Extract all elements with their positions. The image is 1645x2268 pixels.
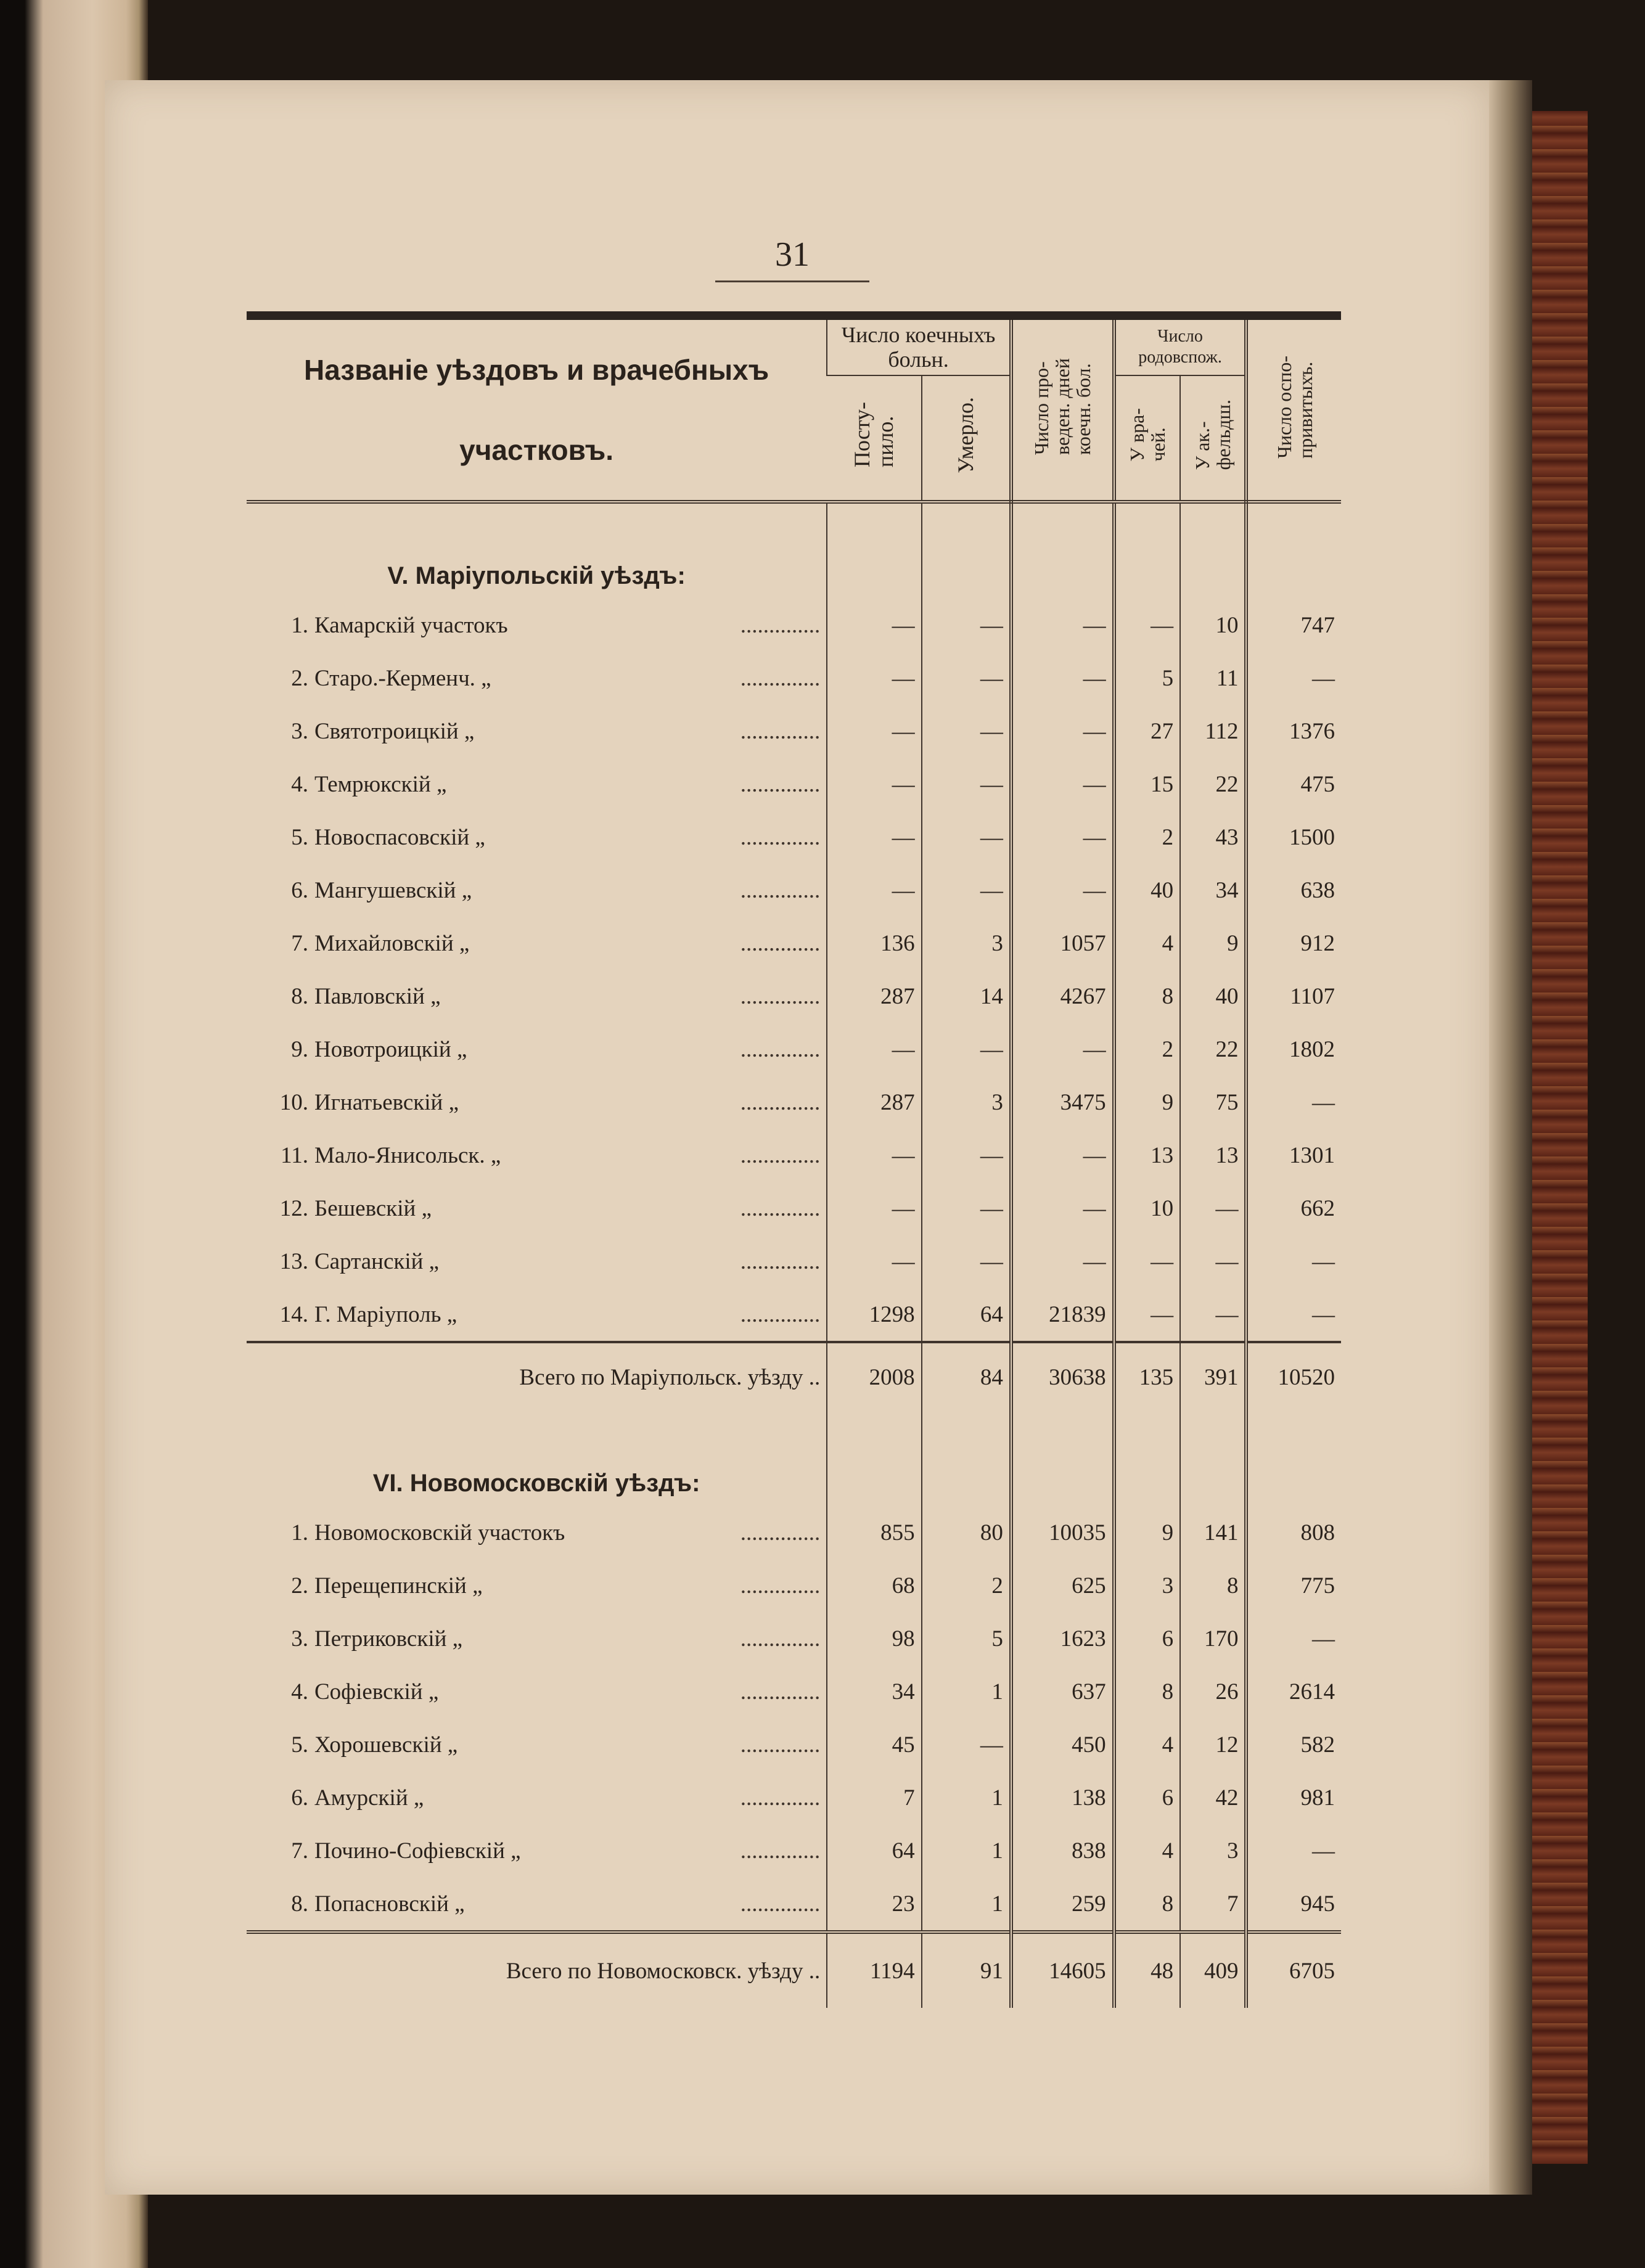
cell-dney: 625 — [1011, 1559, 1114, 1612]
row-number: 12. — [279, 1195, 308, 1221]
cell-umerlo: 1 — [922, 1771, 1011, 1824]
cell-dney: 4267 — [1011, 970, 1114, 1023]
cell-feld: 13 — [1180, 1129, 1246, 1182]
cell-umerlo: — — [922, 1718, 1011, 1771]
cell-postupilo: — — [827, 652, 921, 705]
total-row — [247, 1932, 1341, 2008]
cell-feld: 391 — [1180, 1342, 1246, 1411]
leader-dots: .............. — [740, 1301, 821, 1327]
total-row — [247, 1342, 1341, 1411]
cell-ospa: 475 — [1246, 758, 1341, 811]
cell-umerlo: — — [922, 652, 1011, 705]
district-name: Амурскій „ — [314, 1785, 424, 1811]
statistics-table — [247, 311, 1341, 2008]
cell-dney: 21839 — [1011, 1288, 1114, 1342]
cell-feld: 8 — [1180, 1559, 1246, 1612]
cell-postupilo: 34 — [827, 1665, 921, 1718]
cell-feld: 26 — [1180, 1665, 1246, 1718]
district-name: Мало-Янисольск. „ — [314, 1142, 501, 1168]
table-row — [247, 758, 1341, 811]
cell-postupilo: 45 — [827, 1718, 921, 1771]
district-name: Бешевскій „ — [314, 1195, 432, 1221]
cell-postupilo: 287 — [827, 1076, 921, 1129]
cell-umerlo: — — [922, 705, 1011, 758]
cell-umerlo: — — [922, 758, 1011, 811]
district-name: Новотроицкій „ — [314, 1036, 467, 1062]
row-number: 1. — [291, 1520, 308, 1545]
district-name: Темрюкскій „ — [314, 771, 447, 797]
table-row — [247, 1771, 1341, 1824]
district-name-cell — [247, 864, 827, 917]
district-name-cell — [247, 705, 827, 758]
leader-dots: .............. — [740, 1089, 821, 1115]
cell-vrach: 2 — [1114, 1023, 1180, 1076]
cell-dney: 637 — [1011, 1665, 1114, 1718]
cell-postupilo: — — [827, 599, 921, 652]
leader-dots: .............. — [740, 665, 821, 691]
leader-dots: .............. — [740, 771, 821, 797]
table-row — [247, 1877, 1341, 1932]
cell-dney: 838 — [1011, 1824, 1114, 1877]
total-label: Всего по Новомосковск. уѣзду .. — [247, 1932, 827, 2008]
cell-feld: 3 — [1180, 1824, 1246, 1877]
leader-dots: .............. — [740, 877, 821, 903]
book-spine — [1532, 111, 1588, 2164]
district-name-cell — [247, 1129, 827, 1182]
header-group-births: Число родовспож. — [1114, 320, 1247, 375]
cell-umerlo: 64 — [922, 1288, 1011, 1342]
cell-feld: 112 — [1180, 705, 1246, 758]
section-header-row — [247, 1411, 1341, 1506]
cell-postupilo: — — [827, 1023, 921, 1076]
row-number: 6. — [291, 877, 308, 903]
cell-ospa: 747 — [1246, 599, 1341, 652]
table-row — [247, 1129, 1341, 1182]
district-name: Святотроицкій „ — [314, 718, 475, 744]
page-number-rule — [715, 280, 869, 282]
district-name: Михайловскій „ — [314, 930, 470, 956]
cell-ospa: 1802 — [1246, 1023, 1341, 1076]
district-name: Петриковскій „ — [314, 1626, 463, 1652]
leader-dots: .............. — [740, 983, 821, 1009]
cell-ospa: 10520 — [1246, 1342, 1341, 1411]
cell-umerlo: — — [922, 599, 1011, 652]
row-number: 2. — [291, 1573, 308, 1599]
cell-ospa: 1107 — [1246, 970, 1341, 1023]
row-number: 4. — [291, 1679, 308, 1705]
cell-vrach: 8 — [1114, 1665, 1180, 1718]
district-name: Павловскій „ — [314, 983, 441, 1009]
row-number: 5. — [291, 824, 308, 850]
table-body — [247, 502, 1341, 2008]
table-row — [247, 1182, 1341, 1235]
cell-ospa: 981 — [1246, 1771, 1341, 1824]
cell-dney: — — [1011, 599, 1114, 652]
cell-umerlo: — — [922, 811, 1011, 864]
district-name-cell — [247, 1665, 827, 1718]
table-row — [247, 1559, 1341, 1612]
cell-feld: — — [1180, 1235, 1246, 1288]
cell-vrach: 135 — [1114, 1342, 1180, 1411]
cell-umerlo: 91 — [922, 1932, 1011, 2008]
row-number: 7. — [291, 1838, 308, 1864]
district-name-cell — [247, 599, 827, 652]
cell-vrach: 4 — [1114, 917, 1180, 970]
row-number: 11. — [281, 1142, 308, 1168]
cell-umerlo: 1 — [922, 1824, 1011, 1877]
cell-postupilo: 68 — [827, 1559, 921, 1612]
header-name-column: Названіе уѣздовъ и врачебныхъ участковъ. — [247, 320, 827, 502]
table-row — [247, 1612, 1341, 1665]
cell-dney: 1623 — [1011, 1612, 1114, 1665]
district-name: Камарскій участокъ — [314, 612, 508, 638]
cell-ospa: 1500 — [1246, 811, 1341, 864]
cell-dney: 259 — [1011, 1877, 1114, 1932]
cell-umerlo: — — [922, 864, 1011, 917]
cell-vrach: 9 — [1114, 1076, 1180, 1129]
cell-postupilo: 7 — [827, 1771, 921, 1824]
cell-vrach: 2 — [1114, 811, 1180, 864]
district-name: Мангушевскій „ — [314, 877, 472, 903]
row-number: 9. — [291, 1036, 308, 1062]
leader-dots: .............. — [740, 1573, 821, 1599]
row-number: 8. — [291, 1891, 308, 1917]
table-row — [247, 864, 1341, 917]
district-name-cell — [247, 652, 827, 705]
leader-dots: .............. — [740, 1679, 821, 1705]
cell-dney: — — [1011, 811, 1114, 864]
cell-umerlo: — — [922, 1235, 1011, 1288]
cell-ospa: — — [1246, 1612, 1341, 1665]
district-name: Сартанскій „ — [314, 1248, 440, 1274]
cell-vrach: 6 — [1114, 1612, 1180, 1665]
cell-vrach: 4 — [1114, 1718, 1180, 1771]
cell-postupilo: — — [827, 864, 921, 917]
district-name: Почино-Софіевскій „ — [314, 1838, 521, 1864]
leader-dots: .............. — [740, 930, 821, 956]
cell-feld: 9 — [1180, 917, 1246, 970]
district-name-cell — [247, 758, 827, 811]
district-name: Г. Маріуполь „ — [314, 1301, 457, 1327]
cell-umerlo: 80 — [922, 1506, 1011, 1559]
cell-vrach: 4 — [1114, 1824, 1180, 1877]
header-died: Умерло. — [922, 375, 1011, 502]
cell-vrach: 48 — [1114, 1932, 1180, 2008]
cell-umerlo: 14 — [922, 970, 1011, 1023]
cell-postupilo: — — [827, 705, 921, 758]
district-name-cell — [247, 1288, 827, 1342]
section-title: V. Маріупольскій уѣздъ: — [387, 562, 686, 589]
header-days: Число про- веден. дней коечн. бол. — [1011, 320, 1114, 502]
leader-dots: .............. — [740, 1195, 821, 1221]
district-name: Игнатьевскій „ — [314, 1089, 459, 1115]
cell-feld: 141 — [1180, 1506, 1246, 1559]
cell-feld: 40 — [1180, 970, 1246, 1023]
cell-umerlo: — — [922, 1129, 1011, 1182]
row-number: 13. — [279, 1248, 308, 1274]
cell-umerlo: 2 — [922, 1559, 1011, 1612]
cell-vrach: 40 — [1114, 864, 1180, 917]
district-name-cell — [247, 1506, 827, 1559]
table-row — [247, 1718, 1341, 1771]
cell-dney: — — [1011, 1235, 1114, 1288]
cell-dney: — — [1011, 705, 1114, 758]
leader-dots: .............. — [740, 1520, 821, 1545]
cell-ospa: 582 — [1246, 1718, 1341, 1771]
table-row — [247, 1665, 1341, 1718]
cell-dney: — — [1011, 1182, 1114, 1235]
cell-dney: — — [1011, 1023, 1114, 1076]
row-number: 5. — [291, 1732, 308, 1758]
table-row — [247, 1023, 1341, 1076]
district-name-cell — [247, 1182, 827, 1235]
row-number: 7. — [291, 930, 308, 956]
cell-dney: — — [1011, 1129, 1114, 1182]
cell-ospa: 808 — [1246, 1506, 1341, 1559]
table-header — [247, 316, 1341, 502]
table-row — [247, 811, 1341, 864]
cell-vrach: 27 — [1114, 705, 1180, 758]
cell-postupilo: — — [827, 811, 921, 864]
table-row — [247, 1235, 1341, 1288]
cell-feld: 409 — [1180, 1932, 1246, 2008]
header-admitted: Посту- пило. — [827, 375, 921, 502]
district-name-cell — [247, 917, 827, 970]
cell-postupilo: — — [827, 1182, 921, 1235]
district-name-cell — [247, 1076, 827, 1129]
district-name: Хорошевскій „ — [314, 1732, 458, 1758]
cell-umerlo: 3 — [922, 917, 1011, 970]
district-name: Софіевскій „ — [314, 1679, 439, 1705]
cell-feld: 11 — [1180, 652, 1246, 705]
cell-dney: — — [1011, 758, 1114, 811]
row-number: 8. — [291, 983, 308, 1009]
section-header-row — [247, 502, 1341, 599]
cell-vrach: 3 — [1114, 1559, 1180, 1612]
row-number: 2. — [291, 665, 308, 691]
leader-dots: .............. — [740, 1626, 821, 1652]
leader-dots: .............. — [740, 1838, 821, 1864]
district-name-cell — [247, 1771, 827, 1824]
district-name-cell — [247, 1877, 827, 1932]
cell-postupilo: 855 — [827, 1506, 921, 1559]
district-name-cell — [247, 1824, 827, 1877]
page-number: 31 — [775, 235, 810, 274]
cell-vrach: 8 — [1114, 970, 1180, 1023]
cell-umerlo: 84 — [922, 1342, 1011, 1411]
cell-dney: 10035 — [1011, 1506, 1114, 1559]
leader-dots: .............. — [740, 718, 821, 744]
cell-vrach: 5 — [1114, 652, 1180, 705]
cell-ospa: — — [1246, 1235, 1341, 1288]
row-number: 14. — [279, 1301, 308, 1327]
row-number: 1. — [291, 612, 308, 638]
district-name: Старо.-Керменч. „ — [314, 665, 491, 691]
leader-dots: .............. — [740, 1036, 821, 1062]
cell-feld: 12 — [1180, 1718, 1246, 1771]
cell-feld: 43 — [1180, 811, 1246, 864]
cell-feld: 22 — [1180, 1023, 1246, 1076]
cell-feld: — — [1180, 1288, 1246, 1342]
cell-postupilo: 64 — [827, 1824, 921, 1877]
district-name-cell — [247, 1612, 827, 1665]
cell-ospa: 912 — [1246, 917, 1341, 970]
cell-dney: 138 — [1011, 1771, 1114, 1824]
cell-feld: 7 — [1180, 1877, 1246, 1932]
cell-dney: 14605 — [1011, 1932, 1114, 2008]
header-by-feldshers: У ак.- фельдш. — [1180, 375, 1246, 502]
district-name: Новоспасовскій „ — [314, 824, 485, 850]
cell-dney: — — [1011, 652, 1114, 705]
row-number: 3. — [291, 1626, 308, 1652]
table-row — [247, 599, 1341, 652]
leader-dots: .............. — [740, 824, 821, 850]
cell-dney: 30638 — [1011, 1342, 1114, 1411]
cell-umerlo: — — [922, 1023, 1011, 1076]
cell-ospa: 662 — [1246, 1182, 1341, 1235]
row-number: 3. — [291, 718, 308, 744]
district-name: Перещепинскій „ — [314, 1573, 483, 1599]
cell-vrach: 6 — [1114, 1771, 1180, 1824]
district-name-cell — [247, 1023, 827, 1076]
table-row — [247, 1076, 1341, 1129]
district-name: Попасновскій „ — [314, 1891, 465, 1917]
leader-dots: .............. — [740, 1142, 821, 1168]
cell-ospa: 1376 — [1246, 705, 1341, 758]
cell-feld: 75 — [1180, 1076, 1246, 1129]
table-row — [247, 705, 1341, 758]
total-label: Всего по Маріупольск. уѣзду .. — [247, 1342, 827, 1411]
leader-dots: .............. — [740, 1891, 821, 1917]
cell-feld: 42 — [1180, 1771, 1246, 1824]
leader-dots: .............. — [740, 1732, 821, 1758]
cell-ospa: — — [1246, 1076, 1341, 1129]
row-number: 6. — [291, 1785, 308, 1811]
cell-umerlo: 1 — [922, 1665, 1011, 1718]
cell-ospa: 2614 — [1246, 1665, 1341, 1718]
cell-vrach: — — [1114, 1235, 1180, 1288]
cell-vrach: — — [1114, 1288, 1180, 1342]
cell-dney: — — [1011, 864, 1114, 917]
cell-ospa: 775 — [1246, 1559, 1341, 1612]
cell-vrach: 10 — [1114, 1182, 1180, 1235]
section-title: VI. Новомосковскій уѣздъ: — [372, 1470, 700, 1497]
table-row — [247, 1288, 1341, 1342]
cell-vrach: — — [1114, 599, 1180, 652]
cell-ospa: — — [1246, 652, 1341, 705]
cell-ospa: 6705 — [1246, 1932, 1341, 2008]
cell-ospa: 1301 — [1246, 1129, 1341, 1182]
cell-ospa: — — [1246, 1288, 1341, 1342]
district-name-cell — [247, 1559, 827, 1612]
cell-postupilo: 287 — [827, 970, 921, 1023]
cell-dney: 1057 — [1011, 917, 1114, 970]
table-row — [247, 1824, 1341, 1877]
cell-vrach: 13 — [1114, 1129, 1180, 1182]
cell-dney: 3475 — [1011, 1076, 1114, 1129]
district-name-cell — [247, 1718, 827, 1771]
cell-feld: 22 — [1180, 758, 1246, 811]
table-row — [247, 1506, 1341, 1559]
cell-feld: 170 — [1180, 1612, 1246, 1665]
row-number: 10. — [279, 1089, 308, 1115]
leader-dots: .............. — [740, 1785, 821, 1811]
leader-dots: .............. — [740, 1248, 821, 1274]
page-stack-edge — [1489, 80, 1532, 2195]
cell-vrach: 9 — [1114, 1506, 1180, 1559]
cell-dney: 450 — [1011, 1718, 1114, 1771]
cell-postupilo: — — [827, 758, 921, 811]
cell-vrach: 15 — [1114, 758, 1180, 811]
leader-dots: .............. — [740, 612, 821, 638]
cell-umerlo: 5 — [922, 1612, 1011, 1665]
row-number: 4. — [291, 771, 308, 797]
cell-feld: 10 — [1180, 599, 1246, 652]
cell-postupilo: 136 — [827, 917, 921, 970]
cell-umerlo: 1 — [922, 1877, 1011, 1932]
cell-postupilo: — — [827, 1235, 921, 1288]
cell-ospa: 638 — [1246, 864, 1341, 917]
district-name-cell — [247, 1235, 827, 1288]
cell-feld: — — [1180, 1182, 1246, 1235]
header-vaccinated: Число оспо- привитыхъ. — [1246, 320, 1341, 502]
table-row — [247, 917, 1341, 970]
cell-postupilo: 1194 — [827, 1932, 921, 2008]
cell-postupilo: 1298 — [827, 1288, 921, 1342]
table-row — [247, 652, 1341, 705]
cell-postupilo: 23 — [827, 1877, 921, 1932]
header-group-beds: Число коечныхъ больн. — [827, 320, 1011, 375]
cell-postupilo: — — [827, 1129, 921, 1182]
cell-ospa: — — [1246, 1824, 1341, 1877]
header-by-doctors: У вра- чей. — [1114, 375, 1180, 502]
cell-ospa: 945 — [1246, 1877, 1341, 1932]
district-name-cell — [247, 970, 827, 1023]
cell-postupilo: 2008 — [827, 1342, 921, 1411]
cell-feld: 34 — [1180, 864, 1246, 917]
cell-postupilo: 98 — [827, 1612, 921, 1665]
cell-umerlo: — — [922, 1182, 1011, 1235]
district-name: Новомосковскій участокъ — [314, 1520, 565, 1545]
table-row — [247, 970, 1341, 1023]
district-name-cell — [247, 811, 827, 864]
cell-vrach: 8 — [1114, 1877, 1180, 1932]
cell-umerlo: 3 — [922, 1076, 1011, 1129]
